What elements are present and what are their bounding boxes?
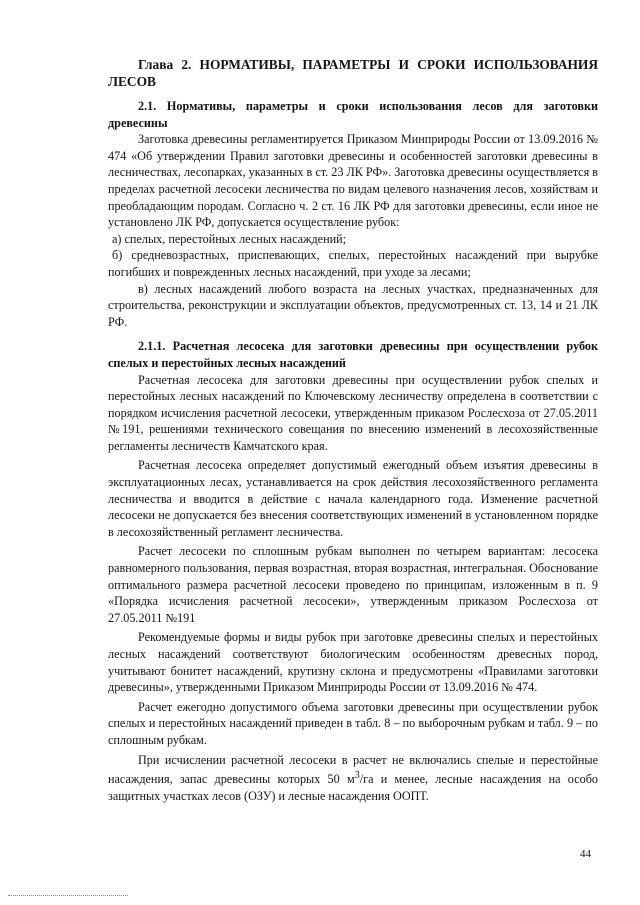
- paragraph: [108, 752, 598, 805]
- paragraph: Расчет лесосеки по сплошным рубкам выполнен по четырем вариантам: лесосека равномерного пользования, первая возрастная, вторая возрастная, интегральная. Обоснование оптимального размера расчетной лесосеки проведено по принципам, изложенным в п. 9 «Порядка исчисления расчетной лесосеки», утвержденным приказом Рослесхоза от 27.05.2011 №191: [108, 544, 598, 625]
- paragraph: Расчетная лесосека определяет допустимый ежегодный объем изъятия древесины в эксплуатационных лесах, устанавливается на срок действия лесохозяйственного регламента лесничества и вводится в действие с начала календарного года. Изменение расчетной лесосеки не допускается без внесения соответствующих изменений в установленном порядке в лесохозяйственный регламент лесничества.: [108, 458, 598, 539]
- chapter-title: Глава 2. НОРМАТИВЫ, ПАРАМЕТРЫ И СРОКИ ИСПОЛЬЗОВАНИЯ ЛЕСОВ: [108, 57, 598, 89]
- section-title-2-1: 2.1. Нормативы, параметры и сроки использования лесов для заготовки древесины: [108, 99, 598, 130]
- document-page: [108, 56, 598, 804]
- list-item: б) средневозрастных, приспевающих, спелых, перестойных насаждений при вырубке погибших и поврежденных лесных насаждений, при уходе за лесами;: [108, 248, 598, 279]
- paragraph: Расчет ежегодно допустимого объема заготовки древесины при осуществлении рубок спелых и перестойных насаждений приведен в табл. 8 – по выборочным рубкам и табл. 9 – по сплошным рубкам.: [108, 699, 598, 747]
- paragraph-text: При исчислении расчетной лесосеки в расчет не включались спелые и перестойные насаждения, запас древесины которых 50 м: [108, 752, 598, 787]
- superscript: 3: [354, 770, 360, 782]
- paragraph-text: /га и менее, лесные насаждения на особо защитных участках лесов (ОЗУ) и лесные насаждения ООПТ.: [108, 772, 598, 803]
- paragraph: Рекомендуемые формы и виды рубок при заготовке древесины спелых и перестойных лесных насаждений соответствуют биологическим особенностям древесных пород, учитывают бонитет насаждений, крутизну склона и предусмотрены «Правилами заготовки древесины», утвержденными Приказом Минприроды России от 13.09.2016 № 474.: [108, 630, 598, 695]
- list-item: в) лесных насаждений любого возраста на лесных участках, предназначенных для строительства, реконструкции и эксплуатации объектов, предусмотренных ст. 13, 14 и 21 ЛК РФ.: [108, 281, 598, 329]
- paragraph: Заготовка древесины регламентируется Приказом Минприроды России от 13.09.2016 № 474 «Об утверждении Правил заготовки древесины и особенностей заготовки древесины в лесничествах, лесопарках, указанных в ст. 23 ЛК РФ». Заготовка древесины осуществляется в пределах расчетной лесосеки лесничества по видам целевого назначения лесов, хозяйствам и преобладающим породам. Согласно ч. 2 ст. 16 ЛК РФ для заготовки древесины, если иное не установлено ЛК РФ, допускается осуществление рубок:: [108, 132, 598, 230]
- page-number: 44: [580, 848, 591, 860]
- list-item: а) спелых, перестойных лесных насаждений;: [112, 231, 347, 246]
- section-title-2-1-1: 2.1.1. Расчетная лесосека для заготовки древесины при осуществлении рубок спелых и перестойных лесных насаждений: [108, 339, 598, 370]
- paragraph: Расчетная лесосека для заготовки древесины при осуществлении рубок спелых и перестойных лесных насаждений по Ключевскому лесничеству определена в соответствии с порядком исчисления расчетной лесосеки, утвержденным приказом Рослесхоза от 27.05.2011 №191, решениями технического совещания по внесению изменений в лесохозяйственные регламенты лесничеств Камчатского края.: [108, 372, 598, 453]
- scan-footer-mark: [8, 891, 128, 896]
